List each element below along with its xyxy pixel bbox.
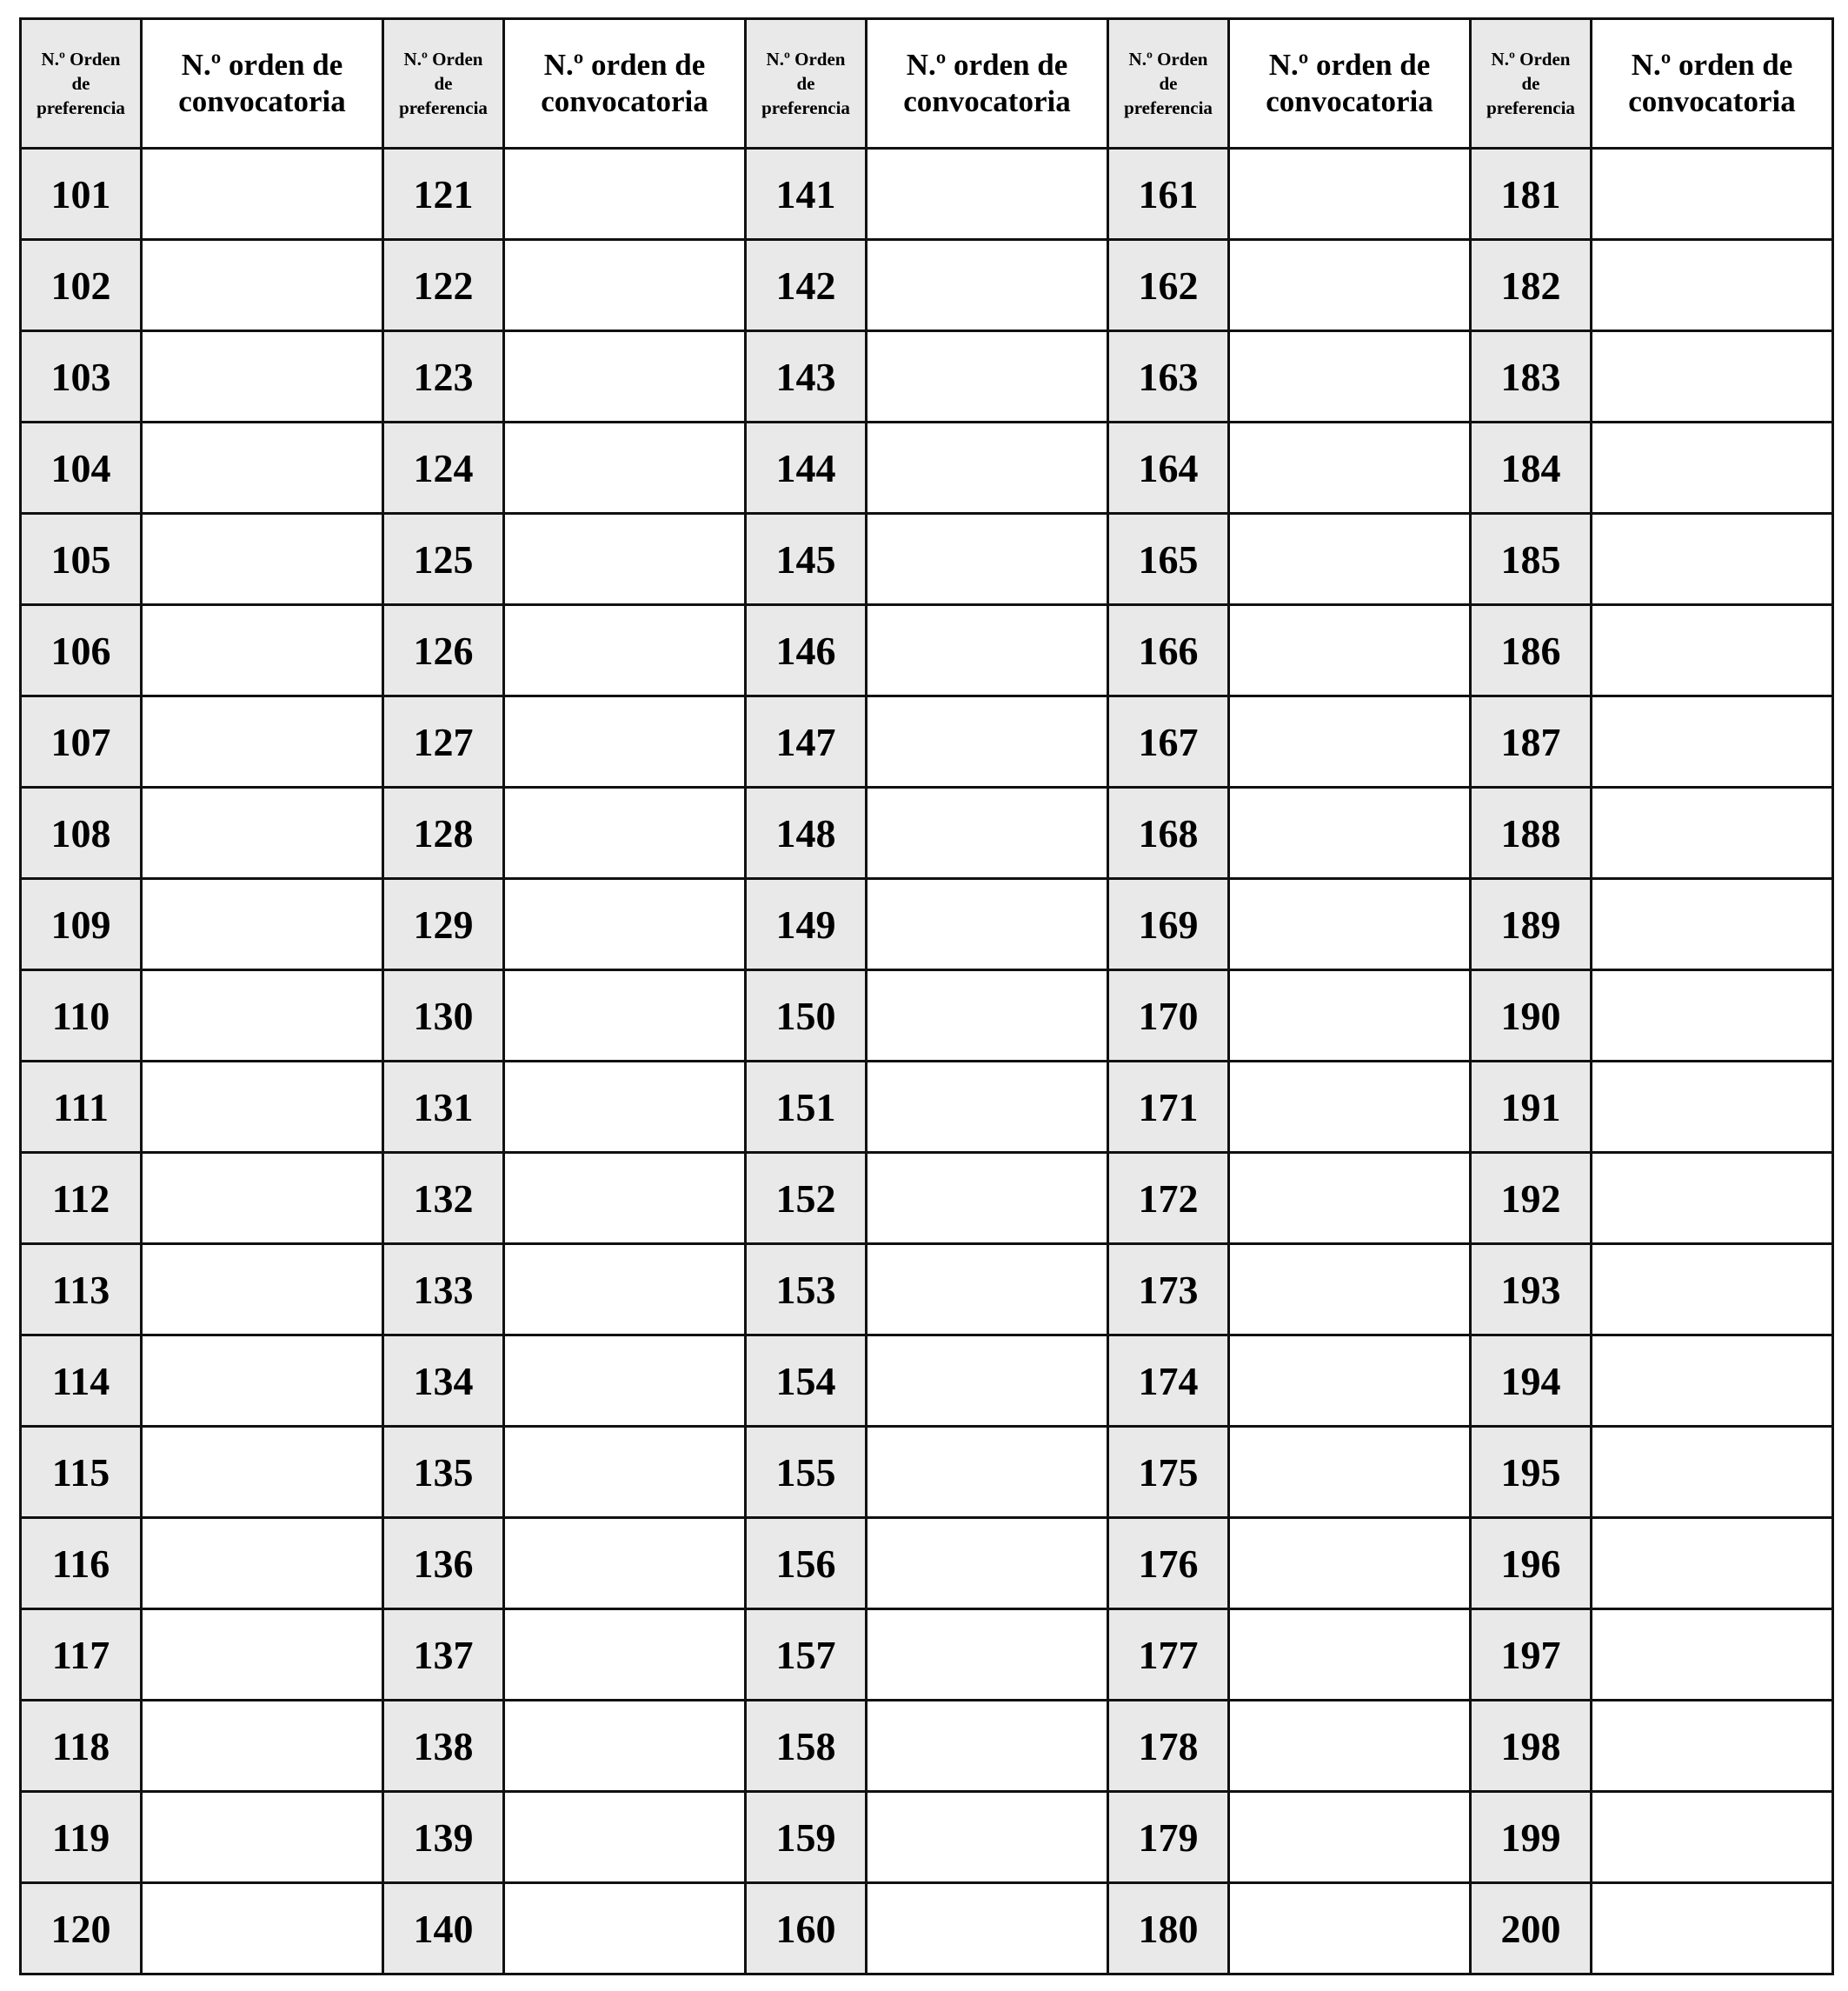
call-order-entry-cell[interactable]	[504, 423, 746, 514]
preference-number-cell: 189	[1471, 879, 1592, 970]
table-row	[21, 1427, 1833, 1518]
preference-number-cell: 132	[383, 1153, 504, 1244]
call-order-entry-cell[interactable]	[1229, 1792, 1471, 1883]
preference-number-cell: 161	[1108, 149, 1229, 240]
call-order-entry-cell[interactable]	[142, 1244, 383, 1335]
preference-number-cell: 104	[21, 423, 142, 514]
call-order-entry-cell[interactable]	[1229, 1609, 1471, 1701]
preference-number-cell: 174	[1108, 1335, 1229, 1427]
preference-number-cell: 144	[746, 423, 867, 514]
preference-number-cell: 137	[383, 1609, 504, 1701]
preference-number-cell: 162	[1108, 240, 1229, 331]
call-order-entry-cell[interactable]	[867, 879, 1108, 970]
table-row	[21, 1518, 1833, 1609]
call-order-entry-cell[interactable]	[142, 879, 383, 970]
call-order-entry-cell[interactable]	[1229, 1335, 1471, 1427]
preference-number-cell: 127	[383, 696, 504, 788]
table-row	[21, 149, 1833, 240]
preference-number-cell: 126	[383, 605, 504, 696]
call-order-entry-cell[interactable]	[142, 514, 383, 605]
preference-number-cell: 188	[1471, 788, 1592, 879]
call-order-entry-cell[interactable]	[1592, 514, 1833, 605]
preference-number-cell: 187	[1471, 696, 1592, 788]
preference-number-cell: 143	[746, 331, 867, 423]
preference-number-cell: 145	[746, 514, 867, 605]
preference-number-cell: 152	[746, 1153, 867, 1244]
preference-number-cell: 184	[1471, 423, 1592, 514]
preference-number-cell: 185	[1471, 514, 1592, 605]
call-order-entry-cell[interactable]	[142, 149, 383, 240]
preference-number-cell: 136	[383, 1518, 504, 1609]
call-order-entry-cell[interactable]	[1592, 1244, 1833, 1335]
call-order-entry-cell[interactable]	[142, 696, 383, 788]
table-row	[21, 605, 1833, 696]
table-row	[21, 696, 1833, 788]
call-order-entry-cell[interactable]	[142, 1335, 383, 1427]
preference-number-cell: 123	[383, 331, 504, 423]
preference-number-cell: 119	[21, 1792, 142, 1883]
call-order-entry-cell[interactable]	[504, 1244, 746, 1335]
table-row	[21, 1609, 1833, 1701]
table-row	[21, 1062, 1833, 1153]
preference-number-cell: 114	[21, 1335, 142, 1427]
call-order-entry-cell[interactable]	[142, 240, 383, 331]
call-order-entry-cell[interactable]	[1229, 149, 1471, 240]
preference-number-cell: 156	[746, 1518, 867, 1609]
preference-number-cell: 195	[1471, 1427, 1592, 1518]
call-order-entry-cell[interactable]	[504, 240, 746, 331]
preference-number-cell: 121	[383, 149, 504, 240]
call-order-entry-cell[interactable]	[504, 1792, 746, 1883]
call-order-entry-cell[interactable]	[867, 1244, 1108, 1335]
call-order-entry-cell[interactable]	[142, 1427, 383, 1518]
preference-number-cell: 169	[1108, 879, 1229, 970]
call-order-entry-cell[interactable]	[142, 331, 383, 423]
preference-number-cell: 199	[1471, 1792, 1592, 1883]
preference-number-cell: 180	[1108, 1883, 1229, 1974]
preference-number-cell: 139	[383, 1792, 504, 1883]
table-row	[21, 1335, 1833, 1427]
preference-number-cell: 196	[1471, 1518, 1592, 1609]
call-order-entry-cell[interactable]	[504, 605, 746, 696]
preference-number-cell: 111	[21, 1062, 142, 1153]
call-order-entry-cell[interactable]	[1229, 1883, 1471, 1974]
call-order-entry-cell[interactable]	[142, 1153, 383, 1244]
preference-number-cell: 159	[746, 1792, 867, 1883]
call-order-entry-cell[interactable]	[504, 331, 746, 423]
call-order-entry-cell[interactable]	[867, 696, 1108, 788]
preference-number-cell: 133	[383, 1244, 504, 1335]
call-order-entry-cell[interactable]	[142, 1701, 383, 1792]
table-row	[21, 1792, 1833, 1883]
preference-number-cell: 118	[21, 1701, 142, 1792]
preference-number-cell: 155	[746, 1427, 867, 1518]
preference-number-cell: 146	[746, 605, 867, 696]
preference-number-cell: 105	[21, 514, 142, 605]
call-order-entry-cell[interactable]	[1229, 1427, 1471, 1518]
call-order-entry-cell[interactable]	[504, 1518, 746, 1609]
table-row	[21, 331, 1833, 423]
table-row	[21, 1883, 1833, 1974]
call-order-entry-cell[interactable]	[1592, 331, 1833, 423]
call-order-header: N.º orden de convocatoria	[1592, 19, 1833, 149]
preference-number-cell: 103	[21, 331, 142, 423]
call-order-entry-cell[interactable]	[1592, 423, 1833, 514]
table-body	[21, 19, 1833, 1974]
call-order-entry-cell[interactable]	[1592, 970, 1833, 1062]
preference-number-cell: 101	[21, 149, 142, 240]
call-order-entry-cell[interactable]	[504, 1427, 746, 1518]
preference-number-cell: 113	[21, 1244, 142, 1335]
call-order-entry-cell[interactable]	[1592, 1883, 1833, 1974]
preference-number-cell: 107	[21, 696, 142, 788]
preference-number-cell: 170	[1108, 970, 1229, 1062]
preference-number-cell: 141	[746, 149, 867, 240]
call-order-entry-cell[interactable]	[867, 605, 1108, 696]
call-order-entry-cell[interactable]	[504, 1153, 746, 1244]
preference-number-cell: 153	[746, 1244, 867, 1335]
preference-number-cell: 182	[1471, 240, 1592, 331]
preference-number-cell: 200	[1471, 1883, 1592, 1974]
preference-number-cell: 148	[746, 788, 867, 879]
preference-number-cell: 125	[383, 514, 504, 605]
call-order-entry-cell[interactable]	[867, 1153, 1108, 1244]
preference-number-cell: 142	[746, 240, 867, 331]
call-order-entry-cell[interactable]	[504, 1701, 746, 1792]
call-order-entry-cell[interactable]	[504, 970, 746, 1062]
call-order-entry-cell[interactable]	[867, 1062, 1108, 1153]
call-order-entry-cell[interactable]	[1229, 879, 1471, 970]
preference-number-cell: 131	[383, 1062, 504, 1153]
call-order-entry-cell[interactable]	[867, 788, 1108, 879]
call-order-entry-cell[interactable]	[1229, 696, 1471, 788]
call-order-entry-cell[interactable]	[142, 1792, 383, 1883]
call-order-entry-cell[interactable]	[1592, 696, 1833, 788]
table-row	[21, 423, 1833, 514]
preference-number-cell: 102	[21, 240, 142, 331]
preference-number-cell: 191	[1471, 1062, 1592, 1153]
call-order-entry-cell[interactable]	[1229, 605, 1471, 696]
call-order-entry-cell[interactable]	[142, 1518, 383, 1609]
preference-number-cell: 124	[383, 423, 504, 514]
call-order-header: N.º orden de convocatoria	[1229, 19, 1471, 149]
preference-order-header: N.º Orden de preferencia	[1471, 19, 1592, 149]
table-row	[21, 240, 1833, 331]
preference-number-cell: 192	[1471, 1153, 1592, 1244]
call-order-entry-cell[interactable]	[1229, 1244, 1471, 1335]
table-row	[21, 1244, 1833, 1335]
preference-number-cell: 110	[21, 970, 142, 1062]
preference-number-cell: 106	[21, 605, 142, 696]
call-order-entry-cell[interactable]	[867, 331, 1108, 423]
preference-number-cell: 197	[1471, 1609, 1592, 1701]
call-order-entry-cell[interactable]	[1229, 514, 1471, 605]
preference-number-cell: 171	[1108, 1062, 1229, 1153]
call-order-entry-cell[interactable]	[867, 1792, 1108, 1883]
preference-number-cell: 198	[1471, 1701, 1592, 1792]
call-order-entry-cell[interactable]	[1229, 331, 1471, 423]
preference-number-cell: 150	[746, 970, 867, 1062]
table-row	[21, 1701, 1833, 1792]
call-order-entry-cell[interactable]	[504, 879, 746, 970]
preference-order-header: N.º Orden de preferencia	[383, 19, 504, 149]
preference-number-cell: 140	[383, 1883, 504, 1974]
preference-order-table	[19, 17, 1834, 1975]
preference-number-cell: 135	[383, 1427, 504, 1518]
preference-order-header: N.º Orden de preferencia	[746, 19, 867, 149]
preference-number-cell: 179	[1108, 1792, 1229, 1883]
preference-number-cell: 134	[383, 1335, 504, 1427]
preference-number-cell: 149	[746, 879, 867, 970]
call-order-entry-cell[interactable]	[867, 1335, 1108, 1427]
call-order-entry-cell[interactable]	[1229, 788, 1471, 879]
call-order-entry-cell[interactable]	[142, 1883, 383, 1974]
preference-number-cell: 181	[1471, 149, 1592, 240]
call-order-entry-cell[interactable]	[1592, 788, 1833, 879]
call-order-entry-cell[interactable]	[1229, 423, 1471, 514]
call-order-entry-cell[interactable]	[504, 514, 746, 605]
preference-number-cell: 138	[383, 1701, 504, 1792]
call-order-entry-cell[interactable]	[1229, 970, 1471, 1062]
preference-number-cell: 120	[21, 1883, 142, 1974]
preference-number-cell: 112	[21, 1153, 142, 1244]
preference-number-cell: 151	[746, 1062, 867, 1153]
call-order-entry-cell[interactable]	[867, 1609, 1108, 1701]
preference-number-cell: 130	[383, 970, 504, 1062]
preference-number-cell: 190	[1471, 970, 1592, 1062]
preference-number-cell: 166	[1108, 605, 1229, 696]
call-order-entry-cell[interactable]	[867, 1518, 1108, 1609]
call-order-entry-cell[interactable]	[867, 1427, 1108, 1518]
call-order-entry-cell[interactable]	[1592, 1518, 1833, 1609]
table-row	[21, 1153, 1833, 1244]
table-row	[21, 514, 1833, 605]
call-order-entry-cell[interactable]	[1229, 1153, 1471, 1244]
preference-number-cell: 172	[1108, 1153, 1229, 1244]
preference-number-cell: 165	[1108, 514, 1229, 605]
call-order-entry-cell[interactable]	[1592, 240, 1833, 331]
call-order-entry-cell[interactable]	[1592, 1427, 1833, 1518]
preference-number-cell: 128	[383, 788, 504, 879]
call-order-entry-cell[interactable]	[142, 1062, 383, 1153]
call-order-entry-cell[interactable]	[1229, 1701, 1471, 1792]
preference-number-cell: 154	[746, 1335, 867, 1427]
call-order-entry-cell[interactable]	[1592, 1792, 1833, 1883]
preference-number-cell: 160	[746, 1883, 867, 1974]
preference-number-cell: 163	[1108, 331, 1229, 423]
call-order-entry-cell[interactable]	[1592, 1701, 1833, 1792]
call-order-entry-cell[interactable]	[1592, 149, 1833, 240]
preference-number-cell: 167	[1108, 696, 1229, 788]
call-order-header: N.º orden de convocatoria	[142, 19, 383, 149]
preference-number-cell: 122	[383, 240, 504, 331]
call-order-entry-cell[interactable]	[1592, 1335, 1833, 1427]
call-order-entry-cell[interactable]	[504, 1609, 746, 1701]
call-order-entry-cell[interactable]	[1592, 1609, 1833, 1701]
preference-number-cell: 177	[1108, 1609, 1229, 1701]
header-row	[21, 19, 1833, 149]
preference-number-cell: 147	[746, 696, 867, 788]
call-order-entry-cell[interactable]	[504, 149, 746, 240]
preference-number-cell: 178	[1108, 1701, 1229, 1792]
call-order-header: N.º orden de convocatoria	[504, 19, 746, 149]
preference-number-cell: 176	[1108, 1518, 1229, 1609]
table-row	[21, 788, 1833, 879]
call-order-entry-cell[interactable]	[867, 240, 1108, 331]
call-order-entry-cell[interactable]	[142, 970, 383, 1062]
call-order-entry-cell[interactable]	[1229, 1062, 1471, 1153]
call-order-entry-cell[interactable]	[867, 1883, 1108, 1974]
call-order-entry-cell[interactable]	[504, 696, 746, 788]
call-order-entry-cell[interactable]	[1229, 240, 1471, 331]
call-order-entry-cell[interactable]	[142, 788, 383, 879]
call-order-entry-cell[interactable]	[1592, 1062, 1833, 1153]
preference-order-header: N.º Orden de preferencia	[1108, 19, 1229, 149]
preference-number-cell: 173	[1108, 1244, 1229, 1335]
table-row	[21, 879, 1833, 970]
call-order-entry-cell[interactable]	[867, 514, 1108, 605]
table-row	[21, 970, 1833, 1062]
preference-number-cell: 157	[746, 1609, 867, 1701]
preference-number-cell: 115	[21, 1427, 142, 1518]
preference-number-cell: 117	[21, 1609, 142, 1701]
preference-number-cell: 158	[746, 1701, 867, 1792]
preference-number-cell: 129	[383, 879, 504, 970]
call-order-entry-cell[interactable]	[504, 1335, 746, 1427]
preference-number-cell: 186	[1471, 605, 1592, 696]
call-order-entry-cell[interactable]	[1592, 1153, 1833, 1244]
call-order-entry-cell[interactable]	[142, 423, 383, 514]
call-order-entry-cell[interactable]	[504, 1883, 746, 1974]
call-order-entry-cell[interactable]	[142, 605, 383, 696]
call-order-entry-cell[interactable]	[867, 1701, 1108, 1792]
preference-number-cell: 193	[1471, 1244, 1592, 1335]
preference-order-header: N.º Orden de preferencia	[21, 19, 142, 149]
call-order-entry-cell[interactable]	[867, 423, 1108, 514]
call-order-entry-cell[interactable]	[1592, 879, 1833, 970]
call-order-entry-cell[interactable]	[142, 1609, 383, 1701]
preference-number-cell: 194	[1471, 1335, 1592, 1427]
preference-number-cell: 164	[1108, 423, 1229, 514]
call-order-entry-cell[interactable]	[867, 149, 1108, 240]
call-order-entry-cell[interactable]	[1229, 1518, 1471, 1609]
preference-number-cell: 175	[1108, 1427, 1229, 1518]
call-order-entry-cell[interactable]	[504, 788, 746, 879]
call-order-entry-cell[interactable]	[504, 1062, 746, 1153]
call-order-entry-cell[interactable]	[1592, 605, 1833, 696]
preference-number-cell: 168	[1108, 788, 1229, 879]
call-order-entry-cell[interactable]	[867, 970, 1108, 1062]
preference-number-cell: 116	[21, 1518, 142, 1609]
preference-number-cell: 183	[1471, 331, 1592, 423]
preference-number-cell: 108	[21, 788, 142, 879]
preference-number-cell: 109	[21, 879, 142, 970]
call-order-header: N.º orden de convocatoria	[867, 19, 1108, 149]
